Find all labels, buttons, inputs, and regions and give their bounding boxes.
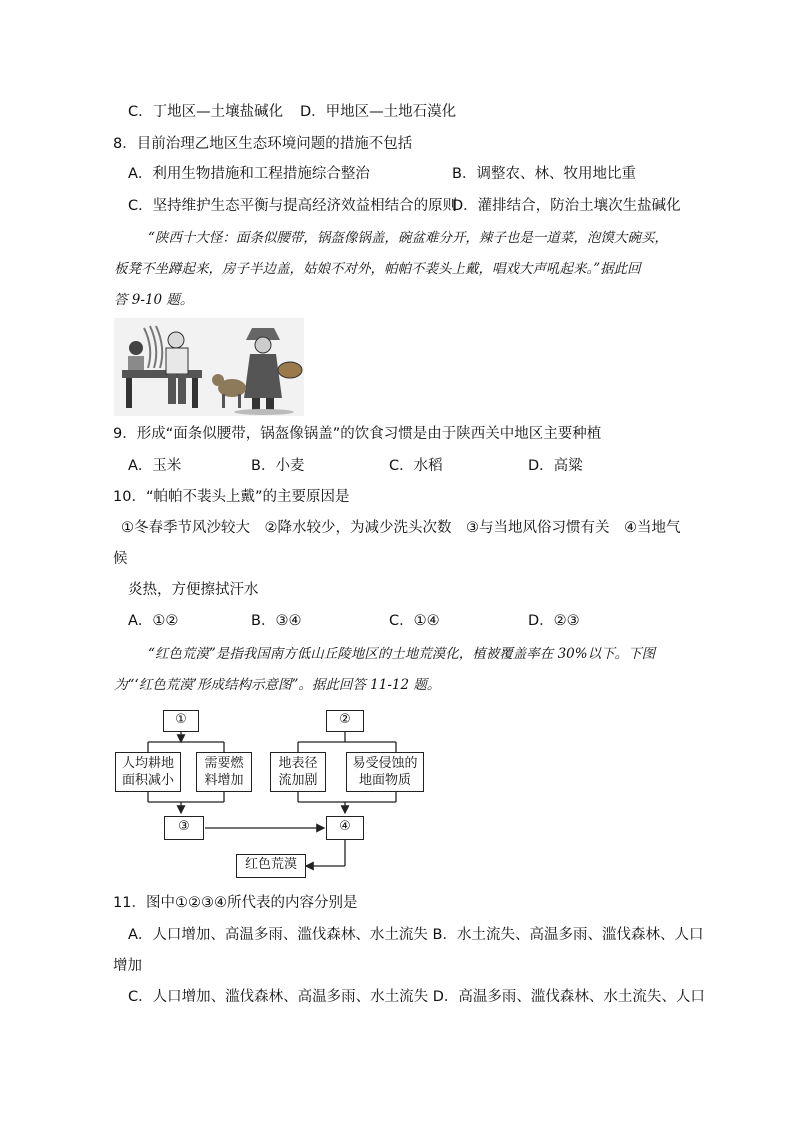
diagram-box-result: 红色荒漠: [236, 854, 306, 878]
shaanxi-customs-illustration: [114, 318, 304, 416]
diagram-box-1: ①: [163, 710, 199, 732]
q8-stem: 8．目前治理乙地区生态环境问题的措施不包括: [113, 136, 413, 152]
diagram-box-4: ④: [326, 816, 364, 840]
q10-items-line1: ①冬春季节风沙较大 ②降水较少，为减少洗头次数 ③与当地风俗习惯有关 ④当地气: [121, 520, 681, 536]
passage1-line1: “陕西十大怪：面条似腰带，锅盔像锅盖，碗盆难分开，辣子也是一道菜，泡馍大碗买，: [148, 230, 668, 246]
diagram-box-erodible: 易受侵蚀的 地面物质: [346, 752, 424, 792]
diagram-box-2: ②: [326, 710, 364, 732]
q10-items-line2: 候: [113, 551, 128, 567]
q10-option-d: D．②③: [528, 613, 580, 629]
q9-option-a: A．玉米: [128, 458, 182, 474]
q11-options-ab: A．人口增加、高温多雨、滥伐森林、水土流失 B．水土流失、高温多雨、滥伐森林、人口: [128, 927, 704, 943]
q8-option-d: D．灌排结合，防治土壤次生盐碱化: [452, 198, 681, 214]
q10-option-b: B．③④: [251, 613, 302, 629]
q9-option-b: B．小麦: [251, 458, 305, 474]
diagram-box-farmland: 人均耕地 面积减小: [115, 752, 181, 792]
diagram-box-3: ③: [164, 816, 204, 840]
passage2-line1: “红色荒漠”是指我国南方低山丘陵地区的土地荒漠化，植被覆盖率在 30%以下。下图: [148, 646, 656, 662]
red-desert-formation-diagram: [108, 706, 428, 886]
passage2-line2: 为“‘红色荒漠’形成结构示意图”。据此回答 11-12 题。: [114, 677, 441, 693]
q9-stem: 9．形成“面条似腰带，锅盔像锅盖”的饮食习惯是由于陕西关中地区主要种植: [113, 426, 602, 442]
q8-option-a: A．利用生物措施和工程措施综合整治: [128, 166, 370, 182]
passage1-line2: 板凳不坐蹲起来，房子半边盖，姑娘不对外，帕帕不裴头上戴，唱戏大声吼起来。”据此回: [114, 261, 641, 277]
q8-option-b: B．调整农、林、牧用地比重: [452, 166, 636, 182]
q10-stem: 10．“帕帕不裴头上戴”的主要原因是: [113, 489, 350, 505]
q10-items-line3: 炎热，方便擦拭汗水: [128, 582, 259, 598]
q9-option-c: C．水稻: [389, 458, 443, 474]
q11-options-ab-wrap: 增加: [113, 958, 142, 974]
diagram-box-fuel: 需要燃 料增加: [196, 752, 252, 792]
q7-option-c: C．丁地区—土壤盐碱化: [128, 104, 284, 120]
q11-options-cd: C．人口增加、滥伐森林、高温多雨、水土流失 D．高温多雨、滥伐森林、水土流失、人口: [128, 989, 705, 1005]
q9-option-d: D．高粱: [528, 458, 583, 474]
q8-option-c: C．坚持维护生态平衡与提高经济效益相结合的原则: [128, 198, 458, 214]
passage1-line3: 答 9-10 题。: [114, 292, 194, 308]
q11-stem: 11．图中①②③④所代表的内容分别是: [113, 895, 358, 911]
q10-option-a: A．①②: [128, 613, 179, 629]
q7-option-d: D．甲地区—土地石漠化: [300, 104, 457, 120]
q10-option-c: C．①④: [389, 613, 440, 629]
diagram-box-runoff: 地表径 流加剧: [270, 752, 326, 792]
